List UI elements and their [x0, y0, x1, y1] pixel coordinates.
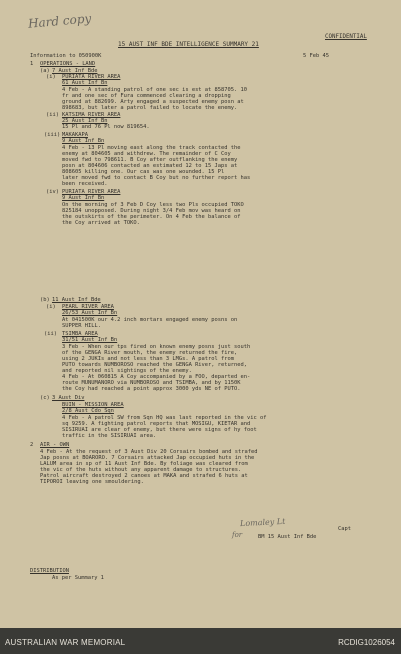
distribution-text: As per Summary 1 [52, 575, 104, 581]
para-b-ii-label: (ii) [44, 331, 57, 337]
para-ii-area: KATSIMA RIVER AREA [62, 112, 121, 118]
document-title: 15 AUST INF BDE INTELLIGENCE SUMMARY 21 [118, 41, 259, 48]
record-id: RCDIG1026054 [338, 638, 395, 647]
para-i-area: PURIATA RIVER AREA [62, 74, 121, 80]
para-c-line: 4 Feb - A patrol SW from Sqn HQ was last reported in the vic of [62, 415, 267, 421]
para-b-ii-line: and reported nil sightings of the enemy. [62, 368, 192, 374]
para-iii-line: 808605 killing one. Our cas was one wounded. 15 Pl [62, 169, 225, 175]
para-c-line: sq 9259. A fighting patrol reports that MOSIGU, KIETAR and [62, 421, 251, 427]
classification-label: CONFIDENTIAL [325, 34, 367, 40]
para-iv-unit: 9 Aust Inf Bn [62, 195, 105, 201]
para-i-label: (i) [46, 74, 56, 80]
para-iv-line: the Coy arrived at TOKO. [62, 220, 140, 226]
sub-c-label: (c) [40, 395, 50, 401]
para-b-ii-line: PUTO towards NUMBOROSO reached the GENGA River, returned, [62, 362, 247, 368]
section-2-line: LALUM area in sp of 11 Aust Inf Bde. By foliage was cleared from [40, 461, 248, 467]
para-b-i-line: SUPPER HILL. [62, 323, 101, 329]
para-i-line: ground at 882699. Arty engaged a suspected enemy posn at [62, 99, 244, 105]
para-iv-area: PURIATA RIVER AREA [62, 189, 121, 195]
para-c-line: traffic in the SISIRUAI area. [62, 433, 157, 439]
para-ii-line: 15 Pl and 76 Pl now 819654. [62, 124, 150, 130]
archive-footer [0, 628, 401, 654]
para-iv-line: On the morning of 3 Feb D Coy less two Pls occupied TOKO [62, 202, 244, 208]
sub-a-unit: 7 Aust Inf Bde [52, 68, 98, 74]
para-iii-line: posn at 804606 contacted an estimated 12 to 15 Japs at [62, 163, 238, 169]
para-c-line: SISIRUAI are clear of enemy, but there were signs of hy foot [62, 427, 257, 433]
para-i-line: 4 Feb - A standing patrol of one sec is est at 858705. 10 [62, 87, 247, 93]
para-b-i-label: (i) [46, 304, 56, 310]
para-iii-line: 4 Feb - 13 Pl moving east along the track contacted the [62, 145, 241, 151]
para-i-line: 898683, but later a patrol failed to locate the enemy. [62, 105, 238, 111]
archive-name: AUSTRALIAN WAR MEMORIAL [5, 638, 126, 647]
para-b-ii-line: the Coy had reached a point approx 3000 yds NE of PUTO. [62, 386, 241, 392]
para-iii-unit: 9 Aust Inf Bn [62, 138, 105, 144]
handwritten-annotation: Hard copy [27, 11, 92, 31]
para-b-ii-line: 3 Feb - When our tps fired on known enemy posns just south [62, 344, 251, 350]
signature-for: for [232, 531, 243, 539]
sub-b-unit: 11 Aust Inf Bde [52, 297, 101, 303]
document-date: 5 Feb 45 [303, 53, 329, 59]
para-iv-line: the outskirts of the perimeter. On 4 Feb the balance of [62, 214, 241, 220]
para-b-i-unit: 26/53 Aust Inf Bn [62, 310, 118, 316]
para-iv-label: (iv) [46, 189, 59, 195]
para-i-line: fr and one sec of Fura commenced clearing a dropping [62, 93, 231, 99]
para-iii-line: been received. [62, 181, 108, 187]
para-iii-label: (iii) [44, 132, 61, 138]
para-ii-unit: 25 Aust Inf Bn [62, 118, 108, 124]
para-iii-area: MAKAKAPA [62, 132, 88, 138]
section-2-line: Patrol aircraft destroyed 2 canoes at MAKA and strafed 6 huts at [40, 473, 248, 479]
signatory-rank: Capt [338, 526, 351, 532]
distribution-heading: DISTRIBUTION [30, 568, 69, 574]
para-b-i-area: PEARL RIVER AREA [62, 304, 114, 310]
signatory-appointment: BM 15 Aust Inf Bde [258, 534, 317, 540]
para-b-ii-line: of the GENGA River mouth, the enemy returned the fire, [62, 350, 238, 356]
para-c-area: BUIN - MISSION AREA [62, 402, 124, 408]
sub-b-label: (b) [40, 297, 50, 303]
section-2-line: TIPOROI leaving one smouldering. [40, 479, 144, 485]
para-iv-line: 825184 unopposed. During night 3/4 Feb mov was heard on [62, 208, 241, 214]
sub-c-unit: 3 Aust Div [52, 395, 85, 401]
para-b-ii-line: route MUNUMANORO via NUMBOROSO and TSIMBA, and by 1150K [62, 380, 241, 386]
sub-a-label: (a) [40, 68, 50, 74]
para-b-ii-area: TSIMBA AREA [62, 331, 98, 337]
para-iii-line: moved fwd to 798611. B Coy after outflanking the enemy [62, 157, 238, 163]
section-2-line: the vic of the huts without any apparent damage to structures. [40, 467, 242, 473]
para-ii-label: (ii) [46, 112, 59, 118]
para-c-unit: 2/8 Aust Cdo Sqn [62, 408, 114, 414]
para-iii-line: enemy at 804605 and withdrew. The remainder of C Coy [62, 151, 231, 157]
section-1-number: 1 [30, 61, 34, 67]
section-1-title: OPERATIONS - LAND [40, 61, 96, 67]
para-i-unit: 61 Aust Inf Bn [62, 80, 108, 86]
signature: Lomaley Lt [239, 516, 286, 529]
para-b-ii-line: using 2 JUKIs and not less than 3 LMGs. A patrol from [62, 356, 235, 362]
para-b-ii-line: 4 Feb - At 060815 A Coy accompanied by a FOO, departed en- [62, 374, 251, 380]
para-iii-line: later moved fwd to contact B Coy but no further report has [62, 175, 251, 181]
section-2-title: AIR - OWN [40, 442, 70, 448]
para-b-i-line: At 041500K our 4.2 inch mortars engaged enemy posns on [62, 317, 238, 323]
para-b-ii-unit: 31/51 Aust Inf Bn [62, 337, 118, 343]
section-2-line: 4 Feb - At the request of 3 Aust Div 20 Corsairs bombed and strafed [40, 449, 258, 455]
section-2-line: Jap posns at BOARORO. 7 Corsairs attacked Jap occupied huts in the [40, 455, 255, 461]
section-2-number: 2 [30, 442, 34, 448]
information-line: Information to 050900K [30, 53, 102, 59]
